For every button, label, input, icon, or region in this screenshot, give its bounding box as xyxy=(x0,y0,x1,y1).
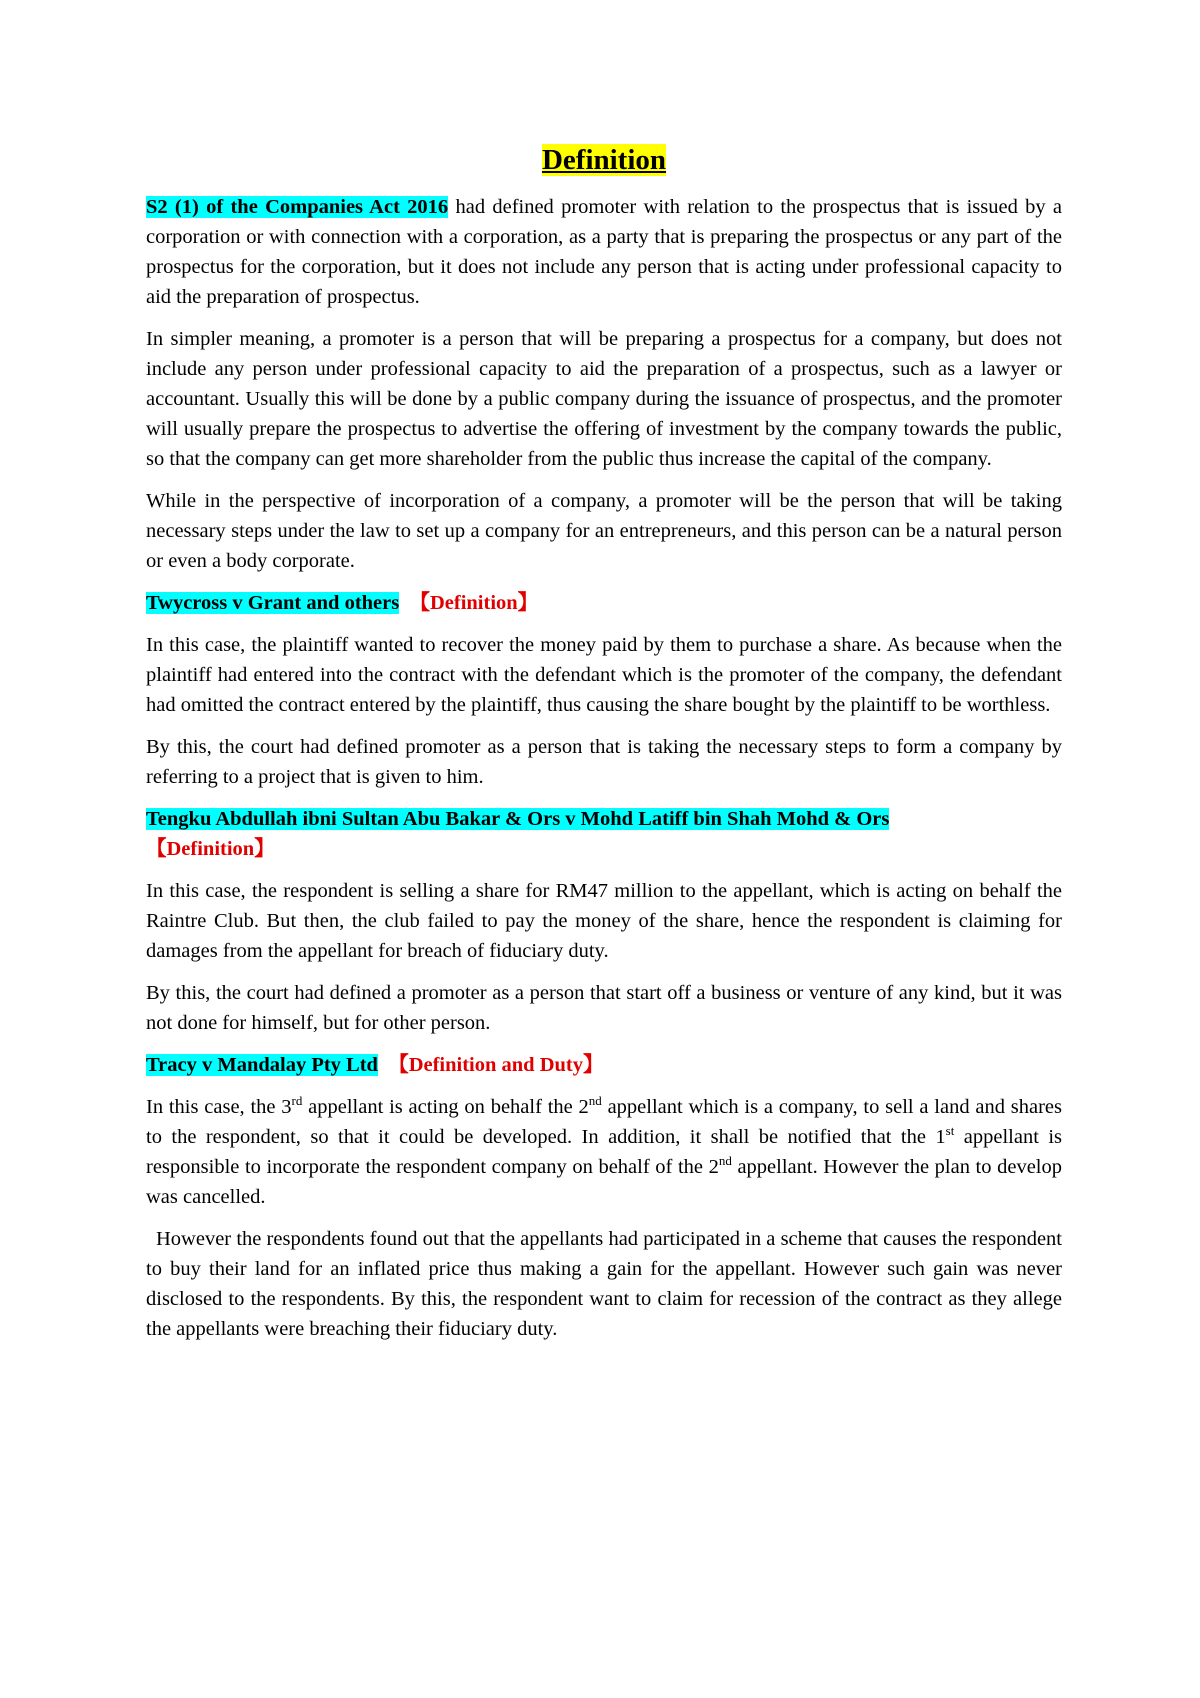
text-run: appellant is responsible to incorporate the respondent company on behalf of the 2 xyxy=(146,1126,1062,1178)
s2-paragraph xyxy=(146,192,1062,312)
case-paragraph: However the respondents found out that the appellants had participated in a scheme that causes the respondent to buy their land for an inflated price thus making a gain for the appellant. However such gain was never disclosed to the respondents. By this, the respondent want to claim for recession of the contract as they allege the appellants were breaching their fiduciary duty. xyxy=(146,1228,1062,1340)
case-name: Tengku Abdullah ibni Sultan Abu Bakar & Ors v Mohd Latiff bin Shah Mohd & Ors xyxy=(146,808,890,830)
case-paragraph: By this, the court had defined a promoter as a person that start off a business or venture of any kind, but it was not done for himself, but for other person. xyxy=(146,982,1062,1034)
case-tag: 【Definition and Duty】 xyxy=(388,1054,604,1076)
case-paragraph: By this, the court had defined promoter as a person that is taking the necessary steps to form a company by referring to a project that is given to him. xyxy=(146,736,1062,788)
case-heading-twycross xyxy=(146,588,1062,618)
case-name: Twycross v Grant and others xyxy=(146,592,400,614)
text-run: appellant which is a company, to sell a land and shares to the respondent, so that it could be developed. In addition, it shall be notified that the 1 xyxy=(146,1096,1062,1148)
statute-reference: S2 (1) of the Companies Act 2016 xyxy=(146,196,449,218)
case-paragraph xyxy=(146,1092,1062,1212)
text-run: appellant is acting on behalf the 2 xyxy=(302,1096,589,1118)
case-paragraph: In this case, the plaintiff wanted to recover the money paid by them to purchase a share. As because when the plaintiff had entered into the contract with the defendant which is the promoter of the company, the defendant had omitted the contract entered by the plaintiff, thus causing the share bought by the plaintiff to be worthless. xyxy=(146,634,1062,716)
ordinal-suffix: nd xyxy=(588,1093,602,1109)
s2-text: had defined promoter with relation to the prospectus that is issued by a corporation or with connection with a corporation, as a party that is preparing the prospectus or any part of the prospectus for the corporation, but it does not include any person that is acting under professional capacity to aid the preparation of prospectus. xyxy=(146,196,1062,308)
text-run: In this case, the 3 xyxy=(146,1096,292,1118)
ordinal-suffix: rd xyxy=(291,1093,303,1109)
ordinal-suffix: nd xyxy=(718,1153,732,1169)
simpler-meaning-paragraph: In simpler meaning, a promoter is a person that will be preparing a prospectus for a company, but does not include any person under professional capacity to aid the preparation of a prospectus, such as a lawyer or accountant. Usually this will be done by a public company during the issuance of prospectus, and the promoter will usually prepare the prospectus to advertise the offering of investment by the company towards the public, so that the company can get more shareholder from the public thus increase the capital of the company. xyxy=(146,328,1062,470)
page-title-text: Definition xyxy=(541,144,667,176)
case-name: Tracy v Mandalay Pty Ltd xyxy=(146,1054,378,1076)
ordinal-suffix: st xyxy=(945,1123,955,1139)
case-heading-tengku xyxy=(146,804,1062,864)
incorporation-paragraph: While in the perspective of incorporation of a company, a promoter will be the person that will be taking necessary steps under the law to set up a company for an entrepreneurs, and this person can be a natural person or even a body corporate. xyxy=(146,490,1062,572)
case-paragraph: In this case, the respondent is selling a share for RM47 million to the appellant, which is acting on behalf the Raintre Club. But then, the club failed to pay the money of the share, hence the respondent is claiming for damages from the appellant for breach of fiduciary duty. xyxy=(146,880,1062,962)
case-tag: 【Definition】 xyxy=(146,838,275,860)
case-tag: 【Definition】 xyxy=(409,592,539,614)
page-title xyxy=(146,142,1062,178)
case-heading-tracy xyxy=(146,1050,1062,1080)
text-run: appellant. However the plan to develop was cancelled. xyxy=(146,1156,1062,1208)
